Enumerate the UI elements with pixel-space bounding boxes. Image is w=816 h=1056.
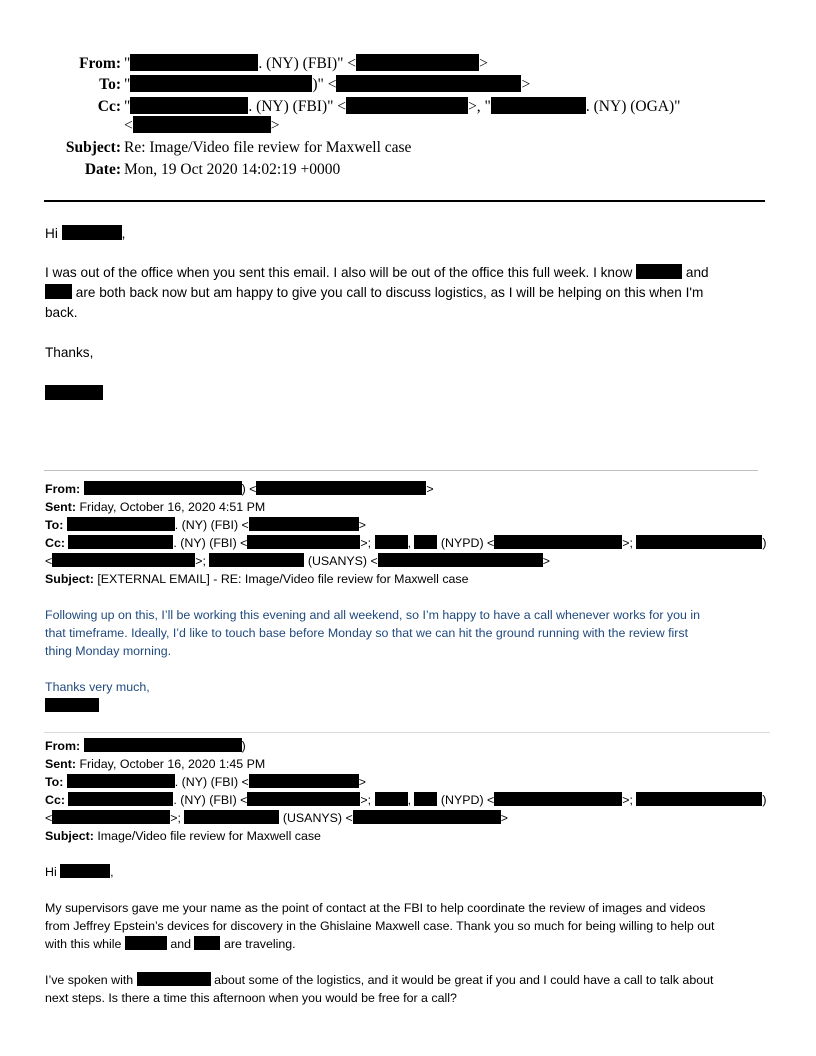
msg-sent: Sent: Friday, October 16, 2020 4:51 PM bbox=[45, 500, 266, 514]
msg-greeting: Hi , bbox=[45, 865, 114, 879]
redaction bbox=[130, 75, 312, 92]
redaction bbox=[414, 535, 437, 549]
sign-off: Thanks, bbox=[45, 345, 94, 360]
from-label: From: bbox=[79, 55, 121, 72]
redaction bbox=[60, 864, 110, 878]
cc-value-line2: < > bbox=[124, 117, 280, 134]
redaction bbox=[137, 972, 211, 986]
redaction bbox=[67, 517, 175, 531]
redaction bbox=[52, 810, 170, 824]
msg-cc: Cc: . (NY) (FBI) < >; , (NYPD) < >; ) bbox=[45, 536, 767, 550]
redaction bbox=[336, 75, 521, 92]
redaction bbox=[84, 481, 242, 495]
signature bbox=[45, 384, 775, 404]
msg-sign-off: Thanks very much, bbox=[45, 680, 150, 694]
redaction bbox=[494, 792, 622, 806]
redaction bbox=[414, 792, 437, 806]
redaction bbox=[45, 698, 99, 712]
paragraph-line: are both back now but am happy to give you call to discuss logistics, as I will be helping on this when I'm bbox=[45, 283, 775, 303]
redaction bbox=[45, 385, 103, 400]
redaction bbox=[491, 97, 586, 114]
date-label: Date: bbox=[84, 161, 121, 178]
msg-cc: Cc: . (NY) (FBI) < >; , (NYPD) < >; ) bbox=[45, 793, 767, 807]
paragraph-line: back. bbox=[45, 305, 78, 320]
date-value: Mon, 19 Oct 2020 14:02:19 +0000 bbox=[124, 161, 341, 178]
msg-subject: Subject: Image/Video file review for Maxwell case bbox=[45, 829, 321, 843]
redaction bbox=[247, 535, 360, 549]
redaction bbox=[356, 54, 479, 71]
redaction bbox=[494, 535, 622, 549]
msg-to: To: . (NY) (FBI) < > bbox=[45, 518, 367, 532]
msg-cc-line2: < >; (USANYS) < > bbox=[45, 811, 508, 825]
redaction bbox=[130, 97, 248, 114]
redaction bbox=[375, 535, 408, 549]
redaction bbox=[209, 553, 304, 567]
redaction bbox=[353, 810, 501, 824]
cc-value: " . (NY) (FBI)" < >, " . (NY) (OGA)" bbox=[124, 98, 681, 115]
cc-label: Cc: bbox=[97, 98, 121, 115]
redaction bbox=[84, 738, 242, 752]
redaction bbox=[378, 553, 543, 567]
msg-to: To: . (NY) (FBI) < > bbox=[45, 775, 367, 789]
redaction bbox=[249, 774, 359, 788]
redaction bbox=[184, 810, 279, 824]
msg-body-line: with this while and are traveling. bbox=[45, 937, 296, 951]
to-label: To: bbox=[99, 76, 121, 93]
paragraph-line: I was out of the office when you sent this email. I also will be out of the office this full week. I know and bbox=[45, 265, 709, 280]
redaction bbox=[194, 936, 220, 950]
redaction bbox=[375, 792, 408, 806]
redaction bbox=[636, 264, 682, 279]
redaction bbox=[636, 535, 762, 549]
subject-value: Re: Image/Video file review for Maxwell case bbox=[124, 139, 412, 156]
msg-body-line: Following up on this, I’ll be working this evening and all weekend, so I’m happy to have a call whenever works for you in bbox=[45, 608, 700, 622]
redaction bbox=[68, 535, 173, 549]
msg-body-line: thing Monday morning. bbox=[45, 644, 172, 658]
redaction bbox=[133, 116, 271, 133]
redaction bbox=[125, 936, 167, 950]
greeting: Hi , bbox=[45, 226, 126, 241]
message-divider bbox=[44, 732, 770, 733]
msg-from: From: ) < > bbox=[45, 482, 434, 496]
redaction bbox=[62, 225, 122, 240]
msg-body-line: that timeframe. Ideally, I’d like to touch base before Monday so that we can hit the ground running with the review first bbox=[45, 626, 689, 640]
msg-sent: Sent: Friday, October 16, 2020 1:45 PM bbox=[45, 757, 266, 771]
message-divider bbox=[44, 470, 758, 471]
msg-subject: Subject: [EXTERNAL EMAIL] - RE: Image/Video file review for Maxwell case bbox=[45, 572, 469, 586]
redaction bbox=[130, 54, 258, 71]
subject-label: Subject: bbox=[65, 139, 121, 156]
header-divider bbox=[44, 200, 765, 202]
msg-body-line: next steps. Is there a time this afternoon when you would be free for a call? bbox=[45, 991, 457, 1005]
msg-body-line: My supervisors gave me your name as the point of contact at the FBI to help coordinate the review of images and videos bbox=[45, 901, 706, 915]
redaction bbox=[256, 481, 426, 495]
redaction bbox=[249, 517, 359, 531]
redaction bbox=[247, 792, 360, 806]
msg-body-line: I’ve spoken with about some of the logistics, and it would be great if you and I could have a call to talk about bbox=[45, 973, 714, 987]
msg-signature bbox=[45, 697, 99, 715]
from-value: " . (NY) (FBI)" < > bbox=[124, 55, 488, 72]
msg-body-line: from Jeffrey Epstein’s devices for discovery in the Ghislaine Maxwell case. Thank you so much for being willing to help out bbox=[45, 919, 715, 933]
msg-cc-line2: < >; (USANYS) < > bbox=[45, 554, 550, 568]
redaction bbox=[636, 792, 762, 806]
to-value: " )" < > bbox=[124, 76, 531, 93]
redaction bbox=[346, 97, 468, 114]
redaction bbox=[68, 792, 173, 806]
redaction bbox=[52, 553, 195, 567]
msg-from: From: ) bbox=[45, 739, 246, 753]
redaction bbox=[67, 774, 175, 788]
redaction bbox=[45, 284, 72, 299]
